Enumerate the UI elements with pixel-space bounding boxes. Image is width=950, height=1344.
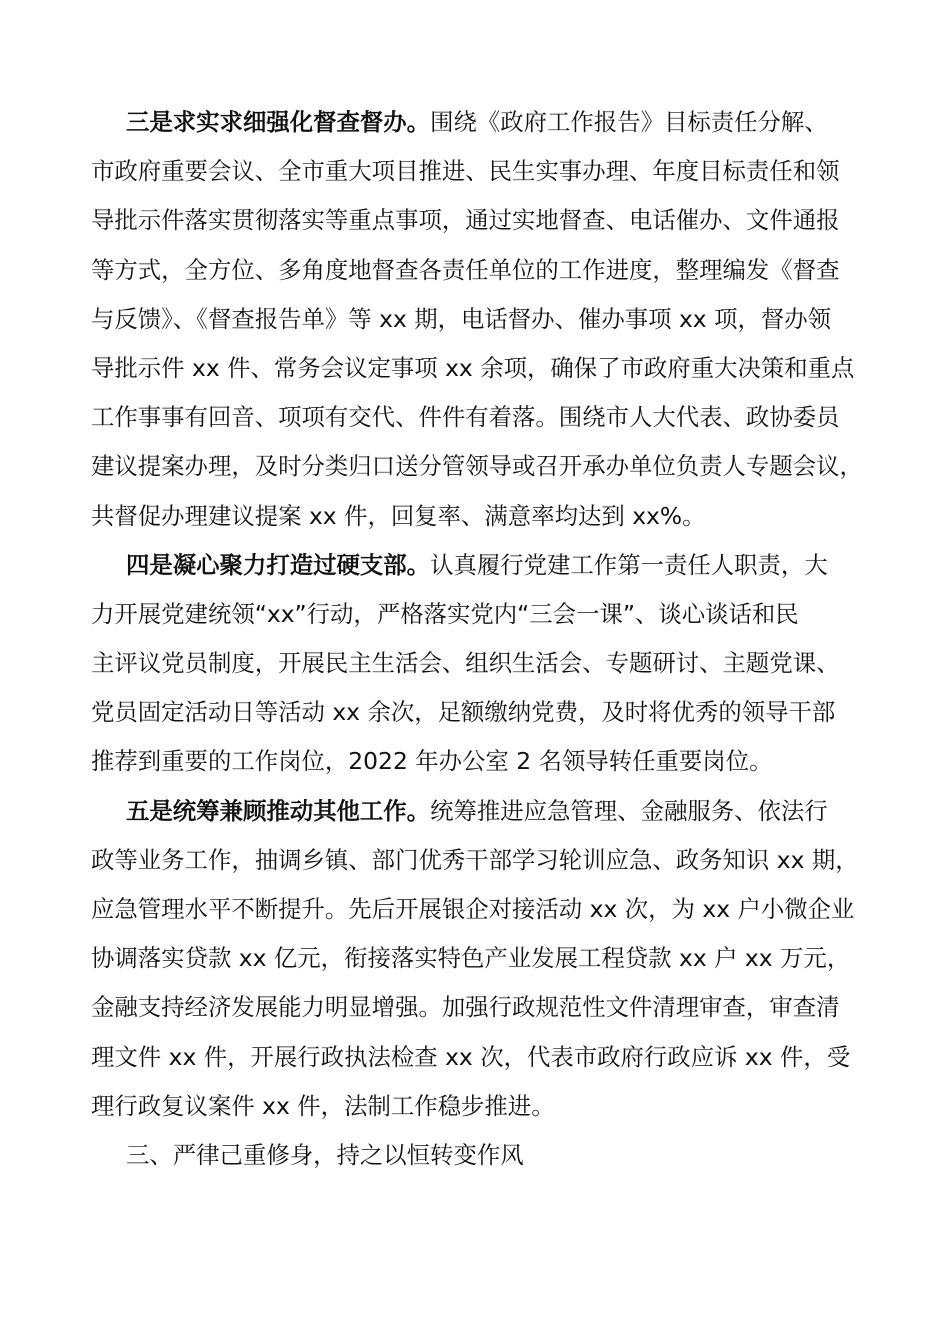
- paragraph-line: [91, 147, 863, 196]
- paragraph-text: 建议提案办理，及时分类归口送分管领导或召开承办单位负责人专题会议，: [91, 452, 863, 481]
- paragraph-text: 党员固定活动日等活动 xx 余次，足额缴纳党费，及时将优秀的领导干部: [91, 698, 836, 727]
- paragraph-text: 推荐到重要的工作岗位，2022 年办公室 2 名领导转任重要岗位。: [91, 747, 773, 776]
- paragraph-line: [91, 541, 863, 590]
- paragraph-line: [91, 639, 863, 688]
- section-heading: [91, 1131, 863, 1180]
- paragraph-text: 市政府重要会议、全市重大项目推进、民生实事办理、年度目标责任和领: [91, 157, 840, 186]
- paragraph-line: [91, 393, 863, 442]
- paragraph-line: [91, 983, 863, 1032]
- section-heading-text: 三、严律己重修身，持之以恒转变作风: [126, 1140, 524, 1169]
- paragraph-text: 应急管理水平不断提升。先后开展银企对接活动 xx 次，为 xx 户小微企业: [91, 895, 855, 923]
- paragraph-text: 协调落实贷款 xx 亿元，衔接落实特色产业发展工程贷款 xx 户 xx 万元，: [91, 944, 851, 973]
- paragraph-line: [91, 836, 863, 885]
- paragraph-text: 认真履行党建工作第一责任人职责，大: [430, 550, 828, 579]
- paragraph-text: 等方式，全方位、多角度地督查各责任单位的工作进度，整理编发《督查: [91, 255, 840, 284]
- paragraph-lead: 三是求实求细强化督查督办。: [126, 108, 431, 136]
- paragraph-text: 与反馈》、《督查报告单》等 xx 期，电话督办、催办事项 xx 项，督办领: [91, 304, 832, 333]
- paragraph-line: [91, 590, 863, 639]
- paragraph-lead: 四是凝心聚力打造过硬支部。: [126, 550, 431, 579]
- paragraph-text: 工作事事有回音、项项有交代、件件有着落。围绕市人大代表、政协委员: [91, 403, 840, 432]
- paragraph-text: 共督促办理建议提案 xx 件，回复率、满意率均达到 xx%。: [91, 501, 706, 530]
- paragraph-line: [91, 688, 863, 737]
- paragraph-text: 围绕《政府工作报告》目标责任分解、: [430, 108, 828, 136]
- paragraph-line: [91, 196, 863, 245]
- paragraph-text: 统筹推进应急管理、金融服务、依法行: [430, 796, 828, 825]
- paragraph-text: 政等业务工作，抽调乡镇、部门优秀干部学习轮训应急、政务知识 xx 期，: [91, 845, 859, 874]
- paragraph-line: [91, 295, 863, 344]
- paragraph-text: 导批示件落实贯彻落实等重点事项，通过实地督查、电话催办、文件通报: [91, 206, 840, 235]
- paragraph-line: [91, 344, 863, 393]
- paragraph-line: [91, 934, 863, 983]
- paragraph-text: 理文件 xx 件，开展行政执法检查 xx 次，代表市政府行政应诉 xx 件，受: [91, 1042, 851, 1071]
- paragraph-text: 理行政复议案件 xx 件，法制工作稳步推进。: [91, 1091, 555, 1120]
- paragraph-line: [91, 1082, 863, 1131]
- paragraph-lead: 五是统筹兼顾推动其他工作。: [126, 796, 431, 825]
- paragraph-line: [91, 492, 863, 541]
- document-body: [91, 98, 863, 1180]
- paragraph-line: [91, 442, 863, 491]
- paragraph-text: 主评议党员制度，开展民主生活会、组织生活会、专题研讨、主题党课、: [91, 649, 840, 678]
- paragraph-line: [91, 1033, 863, 1082]
- paragraph-text: 金融支持经济发展能力明显增强。加强行政规范性文件清理审查，审查清: [91, 993, 840, 1022]
- paragraph-line: [91, 246, 863, 295]
- paragraph-line: [91, 885, 863, 934]
- paragraph-line: [91, 787, 863, 836]
- paragraph-line: [91, 737, 863, 786]
- paragraph-line: [91, 98, 863, 147]
- paragraph-text: 力开展党建统领“xx”行动，严格落实党内“三会一课”、谈心谈话和民: [91, 599, 799, 628]
- paragraph-text: 导批示件 xx 件、常务会议定事项 xx 余项，确保了市政府重大决策和重点: [91, 353, 855, 382]
